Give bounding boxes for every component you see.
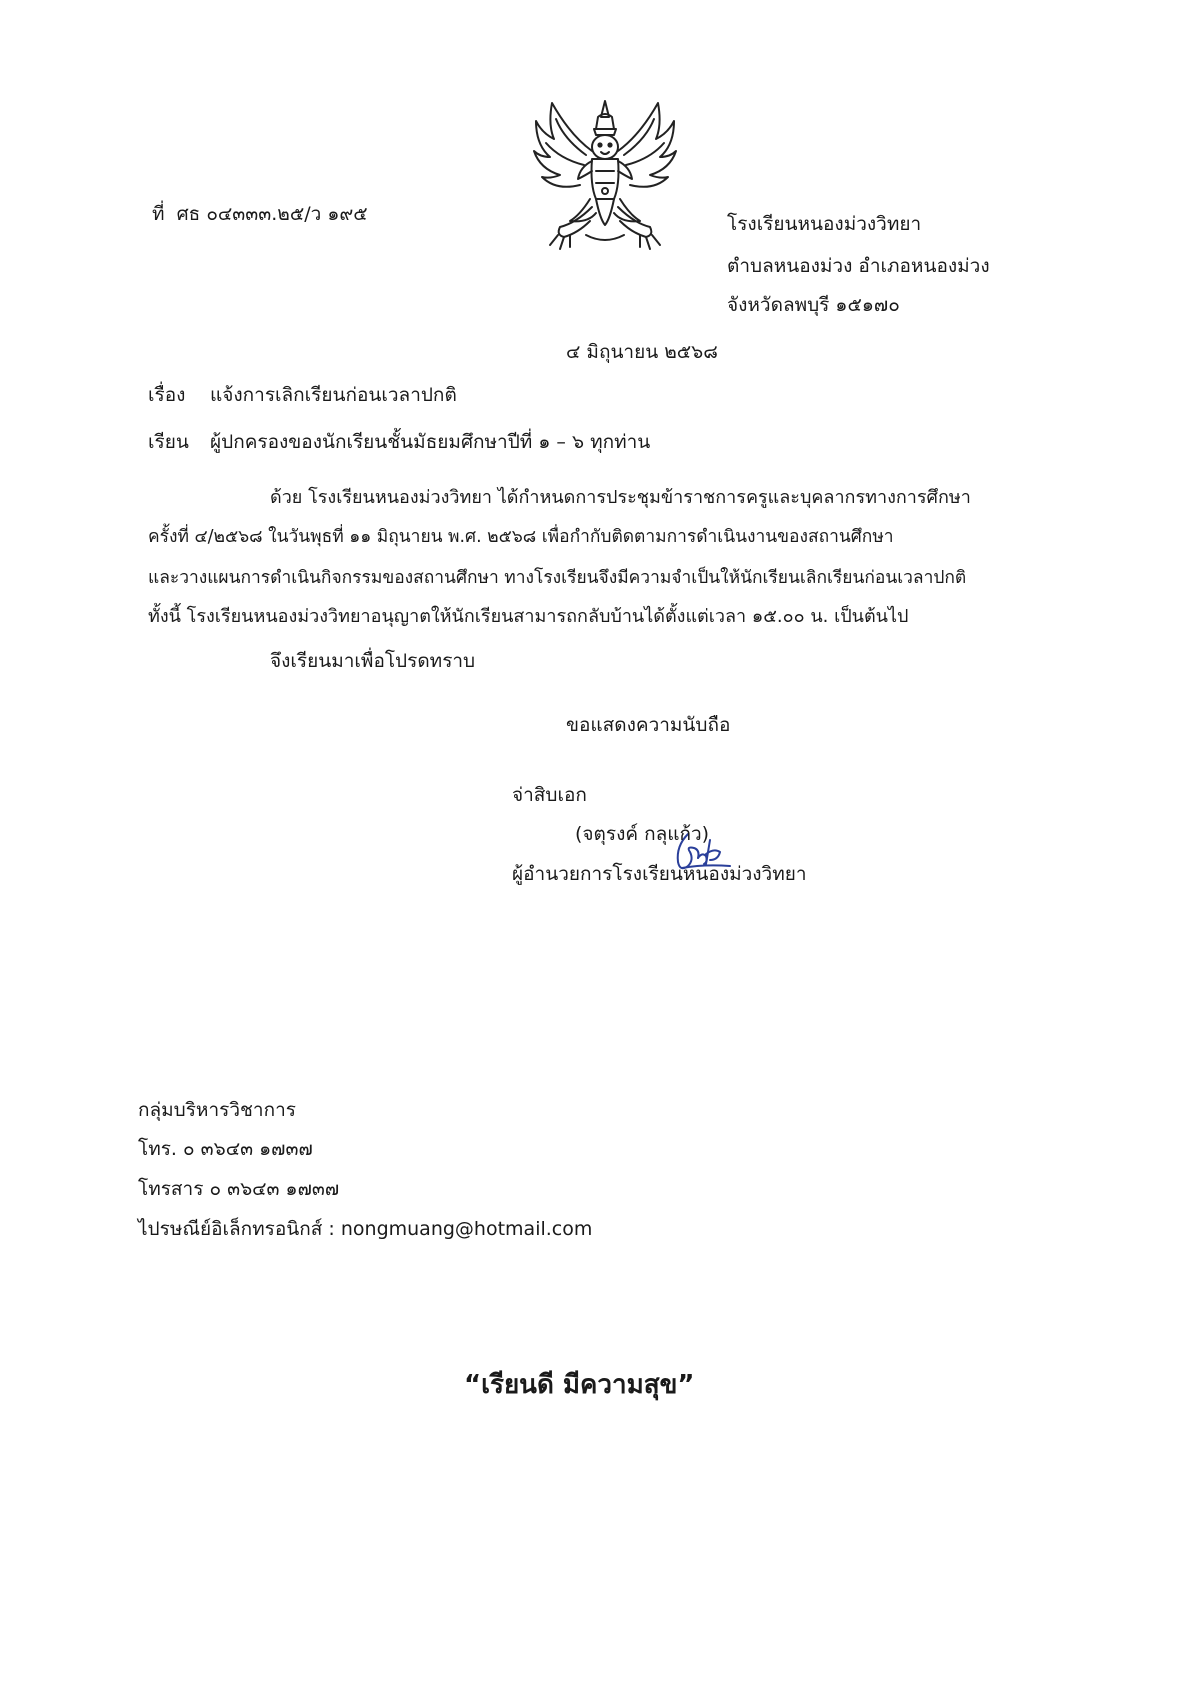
signatory-rank: จ่าสิบเอก [512,784,587,806]
body-line: ด้วย โรงเรียนหนองม่วงวิทยา ได้กำหนดการประชุมข้าราชการครูและบุคลากรทางการศึกษา [270,487,971,508]
closing-line: จึงเรียนมาเพื่อโปรดทราบ [270,650,476,672]
recipient-text: ผู้ปกครองของนักเรียนชั้นมัธยมศึกษาปีที่ ๑ – ๖ ทุกท่าน [210,431,651,453]
body-line: ครั้งที่ ๔/๒๕๖๘ ในวันพุธที่ ๑๑ มิถุนายน พ.ศ. ๒๕๖๘ เพื่อกำกับติดตามการดำเนินงานของสถานศึกษา [148,527,894,547]
reference-number: ศธ ๐๔๓๓๓.๒๕/ว ๑๙๕ [176,203,368,225]
org-name: โรงเรียนหนองม่วงวิทยา [727,213,922,235]
subject-label: เรื่อง [148,384,186,406]
subject-text: แจ้งการเลิกเรียนก่อนเวลาปกติ [210,384,457,406]
signatory-name: (จตุรงค์ กลุแก้ว) [575,823,710,845]
letter-date: ๔ มิถุนายน ๒๕๖๘ [566,341,718,363]
contact-email: ไปรษณีย์อิเล็กทรอนิกส์ : nongmuang@hotmail.com [138,1218,593,1240]
contact-department: กลุ่มบริหารวิชาการ [138,1099,296,1121]
body-line: ทั้งนี้ โรงเรียนหนองม่วงวิทยาอนุญาตให้นักเรียนสามารถกลับบ้านได้ตั้งแต่เวลา ๑๕.๐๐ น. เป็นต้นไป [148,606,909,627]
school-motto: “เรียนดี มีความสุข” [464,1370,695,1400]
recipient-label: เรียน [148,431,189,453]
org-address-line-2: จังหวัดลพบุรี ๑๕๑๗๐ [727,294,900,316]
complimentary-close: ขอแสดงความนับถือ [566,714,731,736]
body-line: และวางแผนการดำเนินกิจกรรมของสถานศึกษา ทางโรงเรียนจึงมีความจำเป็นให้นักเรียนเลิกเรียนก่อนเวลาปกติ [148,568,967,588]
contact-fax: โทรสาร ๐ ๓๖๔๓ ๑๗๓๗ [138,1178,340,1200]
org-address-line-1: ตำบลหนองม่วง อำเภอหนองม่วง [727,255,990,277]
reference-label: ที่ [152,203,165,225]
garuda-emblem-icon [530,95,680,253]
signatory-position: ผู้อำนวยการโรงเรียนหนองม่วงวิทยา [512,863,807,885]
contact-phone: โทร. ๐ ๓๖๔๓ ๑๗๓๗ [138,1138,313,1160]
reference-line [152,202,368,226]
